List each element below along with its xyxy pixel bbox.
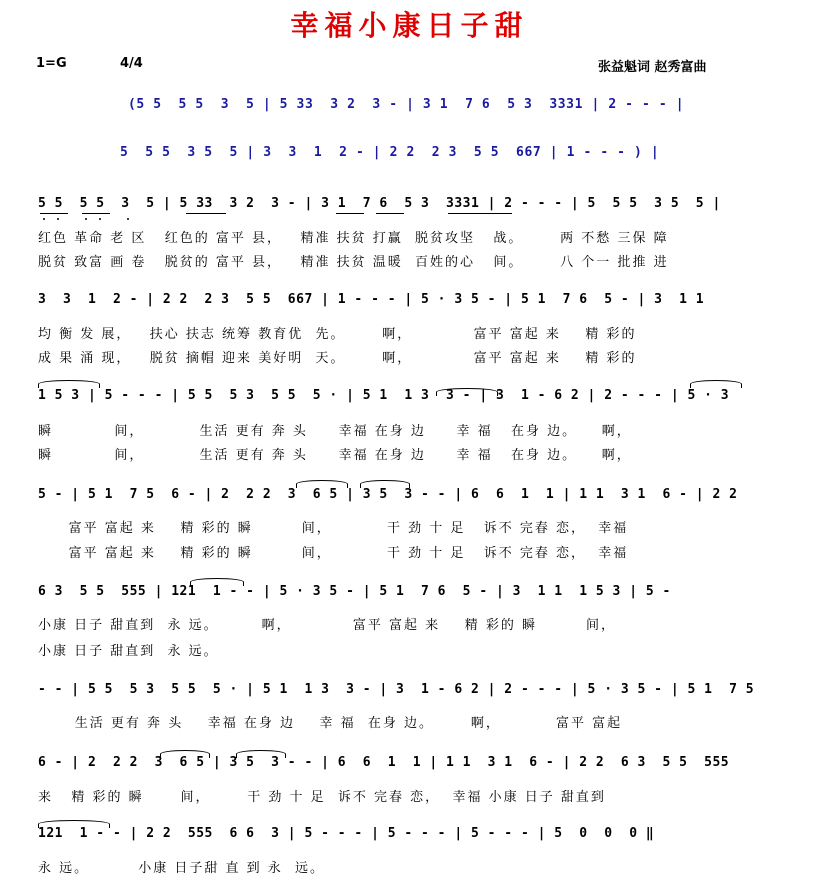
beam-mark: [336, 213, 364, 214]
tie-mark: [436, 388, 498, 396]
beam-mark: [82, 213, 110, 214]
lyrics-row-8: 永 远。 小康 日子甜 直 到 永 远。: [38, 861, 325, 876]
notation-row-3: 1 5 3 | 5 - - - | 5 5 5 3 5 5 5 · | 5 1 1 3 3 - | 3 1 - 6 2 | 2 - - - | 5 · 3: [38, 388, 730, 403]
notation-row-4: 5 - | 5 1 7 5 6 - | 2 2 2 3 6 5 | 3 5 3 - - | 6 6 1 1 | 1 1 3 1 6 - | 2 2: [38, 487, 738, 502]
tie-mark: [690, 380, 742, 388]
lyrics-row-3-verse-1: 瞬 间， 生活 更有 奔 头 幸福 在身 边 幸 福 在身 边。 啊，: [38, 424, 632, 439]
lyrics-row-5-verse-2: 小康 日子 甜直到 永 远。: [38, 644, 219, 659]
key-signature: 1=G: [36, 56, 67, 71]
octave-dot: [99, 218, 101, 220]
lyrics-row-7: 来 精 彩的 瞬 间， 干 劲 十 足 诉不 完春 恋， 幸福 小康 日子 甜直到: [38, 790, 606, 805]
tie-mark: [360, 480, 410, 488]
song-title: 幸福小康日子甜: [290, 9, 529, 42]
beam-mark: [376, 213, 404, 214]
lyrics-row-1-verse-2: 脱贫 致富 画 卷 脱贫的 富平 县， 精准 扶贫 温暖 百姓的心 间。 八 个一 批推 进: [38, 255, 669, 270]
intro-notation-line-1: (5 5 5 5 3 5 | 5 33 3 2 3 - | 3 1 7 6 5 3 3331 | 2 - - - |: [128, 97, 685, 112]
octave-dot: [127, 218, 129, 220]
lyrics-row-2-verse-2: 成 果 涌 现， 脱贫 摘帽 迎来 美好明 天。 啊， 富平 富起 来 精 彩的: [38, 351, 637, 366]
lyrics-row-1-verse-1: 红色 革命 老 区 红色的 富平 县， 精准 扶贫 打赢 脱贫攻坚 战。 两 不愁 三保 障: [38, 231, 669, 246]
time-signature: 4/4: [120, 56, 143, 71]
tie-mark: [236, 750, 286, 758]
tie-mark: [38, 380, 100, 388]
lyrics-row-5-verse-1: 小康 日子 甜直到 永 远。 啊， 富平 富起 来 精 彩的 瞬 间，: [38, 618, 617, 633]
lyrics-row-2-verse-1: 均 衡 发 展， 扶心 扶志 统筹 教育优 先。 啊， 富平 富起 来 精 彩的: [38, 327, 637, 342]
notation-row-1: 5 5 5 5 3 5 | 5 33 3 2 3 - | 3 1 7 6 5 3 3331 | 2 - - - | 5 5 5 3 5 5 |: [38, 196, 721, 211]
beam-mark: [448, 213, 512, 214]
lyrics-row-4-verse-2: 富平 富起 来 精 彩的 瞬 间， 干 劲 十 足 诉不 完春 恋， 幸福: [38, 546, 629, 561]
credits: 张益魁词 赵秀富曲: [598, 60, 707, 75]
octave-dot: [43, 218, 45, 220]
notation-row-7: 6 - | 2 2 2 3 6 5 | 3 5 3 - - | 6 6 1 1 | 1 1 3 1 6 - | 2 2 6 3 5 5 555: [38, 755, 730, 770]
octave-dot: [85, 218, 87, 220]
notation-row-8: 121 1 - - | 2 2 555 6 6 3 | 5 - - - | 5 - - - | 5 - - - | 5 0 0 0 ‖: [38, 826, 655, 841]
lyrics-row-6: 生活 更有 奔 头 幸福 在身 边 幸 福 在身 边。 啊， 富平 富起: [38, 716, 623, 731]
beam-mark: [40, 213, 68, 214]
tie-mark: [160, 750, 210, 758]
tie-mark: [190, 578, 244, 586]
lyrics-row-4-verse-1: 富平 富起 来 精 彩的 瞬 间， 干 劲 十 足 诉不 完春 恋， 幸福: [38, 521, 629, 536]
notation-row-6: - - | 5 5 5 3 5 5 5 · | 5 1 1 3 3 - | 3 1 - 6 2 | 2 - - - | 5 · 3 5 - | 5 1 7 5: [38, 682, 755, 697]
tie-mark: [296, 480, 348, 488]
notation-row-5: 6 3 5 5 555 | 121 1 - - | 5 · 3 5 - | 5 1 7 6 5 - | 3 1 1 1 5 3 | 5 -: [38, 584, 671, 599]
notation-row-2: 3 3 1 2 - | 2 2 2 3 5 5 667 | 1 - - - | 5 · 3 5 - | 5 1 7 6 5 - | 3 1 1: [38, 292, 705, 307]
tie-mark: [38, 820, 110, 828]
lyrics-row-3-verse-2: 瞬 间， 生活 更有 奔 头 幸福 在身 边 幸 福 在身 边。 啊，: [38, 448, 632, 463]
beam-mark: [186, 213, 226, 214]
octave-dot: [57, 218, 59, 220]
intro-notation-line-2: 5 5 5 3 5 5 | 3 3 1 2 - | 2 2 2 3 5 5 667 | 1 - - - ) |: [120, 145, 660, 160]
